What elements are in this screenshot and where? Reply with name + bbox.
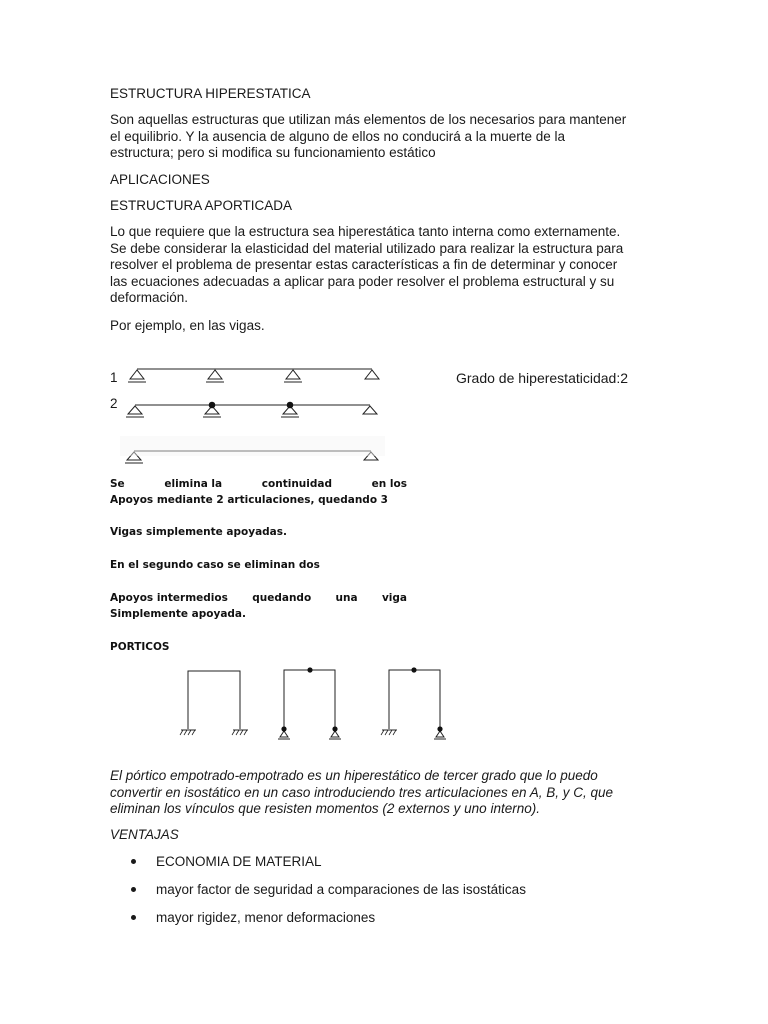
heading-porticos: PORTICOS [110, 641, 170, 653]
intro-line: Son aquellas estructuras que utilizan más elementos de los necesarios para mantener [110, 112, 627, 127]
ventaja-item: ECONOMIA DE MATERIAL [156, 854, 322, 869]
note-word: viga [381, 592, 407, 604]
heading-estructura-aporticada: ESTRUCTURA APORTICADA [110, 198, 293, 213]
bullet-icon [131, 887, 136, 892]
ejemplo-text: Por ejemplo, en las vigas. [110, 318, 265, 333]
aporticada-line: Lo que requiere que la estructura sea hiperestática tanto interna como externamente. [110, 224, 621, 239]
note-segundo-caso: En el segundo caso se eliminan dos [110, 559, 320, 571]
bullet-icon [131, 915, 136, 920]
note-word: Se [110, 478, 125, 490]
intro-line: el equilibrio. Y la ausencia de alguno de ellos no conducirá a la muerte de la [110, 128, 566, 144]
aporticada-line: deformación. [110, 290, 189, 306]
note-line: Apoyos mediante 2 articulaciones, quedando 3 [110, 494, 388, 506]
note-word: una [335, 592, 358, 604]
note-word: Apoyos intermedios [110, 592, 228, 604]
grado-hiperestaticidad: Grado de hiperestaticidad:2 [456, 370, 628, 386]
intro-line: estructura; pero si modifica su funcionamiento estático [110, 145, 436, 161]
page-title: ESTRUCTURA HIPERESTATICA [110, 86, 311, 101]
portico-line: eliminan los vínculos que resisten momentos (2 externos y uno interno). [110, 801, 540, 817]
portico-line: convertir en isostático en un caso introduciendo tres articulaciones en A, B, y C, que [110, 784, 614, 800]
note-vigas: Vigas simplemente apoyadas. [110, 526, 287, 538]
note-word: elimina la [164, 478, 223, 490]
heading-aplicaciones: APLICACIONES [110, 172, 210, 187]
portico-line: El pórtico empotrado-empotrado es un hiperestático de tercer grado que lo puedo [110, 768, 598, 783]
note-word: en los [371, 478, 407, 490]
beam-label-2: 2 [110, 396, 118, 411]
ventaja-item: mayor factor de seguridad a comparaciones de las isostáticas [156, 882, 526, 897]
aporticada-line: las ecuaciones adecuadas a aplicar para poder resolver el problema estructural y su [110, 273, 615, 289]
note-word: continuidad [261, 478, 332, 490]
ventaja-item: mayor rigidez, menor deformaciones [156, 910, 376, 925]
beam-label-1: 1 [110, 370, 118, 385]
note-line: Simplemente apoyada. [110, 608, 247, 620]
heading-ventajas: VENTAJAS [110, 827, 179, 842]
portico-paragraph [110, 768, 670, 818]
aporticada-line: Se debe considerar la elasticidad del material utilizado para realizar la estructura para [110, 240, 624, 256]
bullet-icon [131, 859, 136, 864]
aporticada-line: resolver el problema de presentar estas características a fin de determinar y conocer [110, 257, 618, 273]
note-word: quedando [252, 592, 312, 604]
